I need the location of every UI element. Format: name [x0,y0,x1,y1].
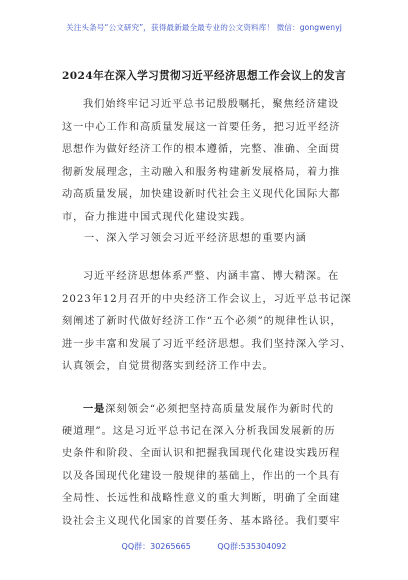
text-run: 深刻领会“必须把坚持高质量发展作为新时代的 [105,404,335,415]
point-lead: 一是 [83,403,106,415]
section-heading: 一、深入学习领会习近平经济思想的重要内涵 [84,233,307,244]
paragraph-section-1 [62,266,352,379]
qq-group-1: QQ群：30265665 [121,542,191,551]
text-line: 彻新发展理念，主动融入和服务构建新发展格局，着力推 [62,166,341,178]
text-line: 以及各国现代化建设一般规律的基础上，作出的一个具有 [62,470,341,482]
text-line: 思想作为做好经济工作的根本遵循，完整、准确、全面贯 [62,144,341,156]
text-line: 设社会主义现代化国家的首要任务、基本路径。我们要牢 [62,515,341,527]
text-line: 我们始终牢记习近平总书记殷殷嘱托，聚焦经济建设 [83,99,340,110]
document-title: 2024年在深入学习贯彻习近平经济思想工作会议上的发言 [62,70,346,82]
qq-group-2: QQ群:535304092 [217,542,287,551]
text-line: 硬道理”。这是习近平总书记在深入分析我国发展新的历 [62,425,336,437]
text-line: 刻阐述了新时代做好经济工作“五个必须”的规律性认识， [62,316,342,328]
text-line: 这一中心工作和高质量发展这一首要任务，把习近平经济 [62,121,341,133]
text-line: 史条件和阶段、全面认识和把握我国现代化建设实践历程 [62,448,341,460]
footer-contact [0,541,408,552]
text-line: 习近平经济思想体系严整、内涵丰富、博大精深。在 [83,271,340,282]
text-line: 全局性、长远性和战略性意义的重大判断，明确了全面建 [62,493,341,505]
text-line: 动高质量发展，加快建设新时代社会主义现代化国际大都 [62,189,341,201]
paragraph-intro [62,94,352,230]
text-line [62,398,352,421]
paragraph-point-one [62,398,352,534]
text-line: 进一步丰富和发展了习近平经济思想。我们坚持深入学习、 [62,338,352,350]
text-line: 2023年12月召开的中央经济工作会议上，习近平总书记深 [62,293,352,305]
text-line: 认真领会，自觉贯彻落实到经济工作中去。 [62,361,274,373]
text-line: 市，奋力推进中国式现代化建设实践。 [62,211,252,223]
header-banner: 关注头条号“公文研究”，获得最新最全最专业的公文资料库！ 微信：gongwenyj [66,23,342,32]
